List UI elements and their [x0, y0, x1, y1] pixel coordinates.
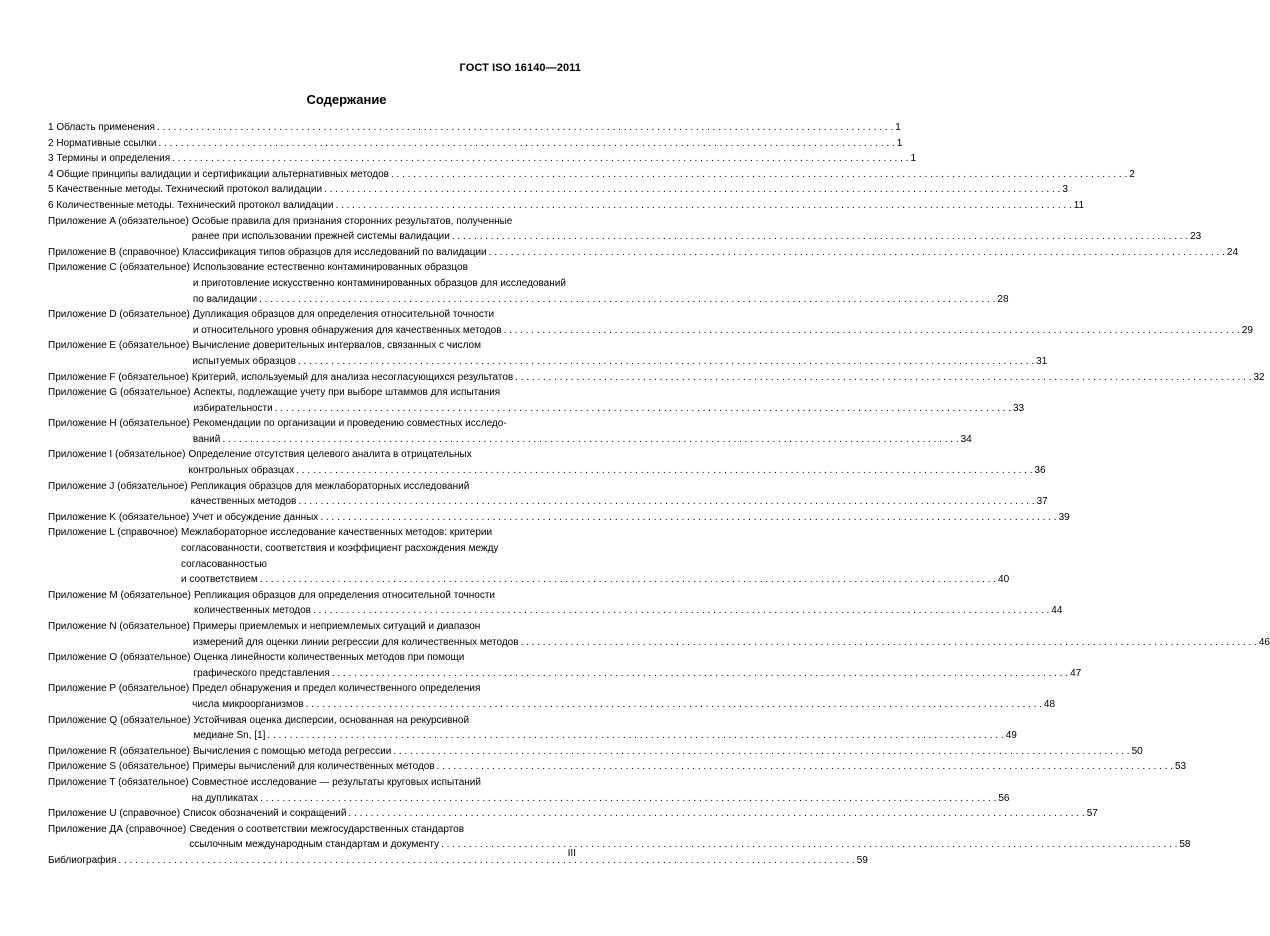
toc-entry-section[interactable]: [48, 167, 1135, 183]
annex-page: 47: [1070, 667, 1082, 679]
annex-text: и соответствием: [181, 574, 258, 586]
annex-text: Классификация типов образцов для исследований по валидации: [182, 246, 487, 258]
section-page: 1: [896, 137, 903, 149]
annex-prefix: Приложение S (обязательное): [48, 761, 190, 773]
toc-entry-section[interactable]: [48, 198, 1085, 214]
toc-entry-section[interactable]: [48, 151, 917, 167]
toc-entry-annex[interactable]: [48, 307, 1253, 338]
annex-text-line: Вычисление доверительных интервалов, связанных с числом: [192, 340, 481, 352]
dot-leader: [515, 370, 1251, 386]
toc-entry-section[interactable]: [48, 120, 901, 136]
annex-prefix: Приложение B (справочное): [48, 246, 180, 258]
dot-leader: [320, 510, 1056, 526]
dot-leader: [393, 744, 1129, 760]
annex-page: 40: [998, 574, 1010, 586]
annex-prefix: Приложение P (обязательное): [48, 683, 190, 695]
dot-leader: [158, 136, 894, 152]
toc-entry-annex[interactable]: [48, 416, 972, 447]
annex-prefix: Приложение U (справочное): [48, 808, 181, 820]
annex-page: 44: [1051, 605, 1063, 617]
toc-entry-annex[interactable]: [48, 822, 1191, 853]
annex-text: ссылочным международным стандартам и документу: [189, 839, 440, 851]
dot-leader: [452, 229, 1188, 245]
annex-prefix: Приложение N (обязательное): [48, 621, 190, 632]
dot-leader: [489, 245, 1225, 261]
annex-text: количественных методов: [194, 605, 311, 617]
annex-prefix: Приложение Q (обязательное): [48, 714, 191, 726]
annex-text: числа микроорганизмов: [192, 698, 304, 710]
annex-prefix: Приложение D (обязательное): [48, 309, 190, 321]
annex-page: 57: [1086, 808, 1098, 820]
dot-leader: [172, 151, 908, 167]
annex-page: 31: [1036, 355, 1048, 367]
dot-leader: [298, 354, 1034, 370]
annex-text-line: Определение отсутствия целевого аналита в отрицательных: [188, 449, 472, 461]
dot-leader: [348, 806, 1084, 822]
annex-text-line: Оценка линейности количественных методов при помощи: [193, 652, 465, 664]
annex-page: 23: [1190, 231, 1202, 243]
section-page: 2: [1129, 168, 1135, 180]
annex-text: по валидации: [192, 293, 258, 305]
dot-leader: [332, 666, 1068, 682]
dot-leader: [157, 120, 893, 136]
section-text: 5 Качественные методы. Технический протокол валидации: [48, 184, 323, 196]
annex-page: 46: [1258, 636, 1270, 648]
section-text: 1 Область применения: [48, 122, 155, 133]
annex-text: измерений для оценки линии регрессии для количественных методов: [192, 636, 519, 648]
annex-text: ранее при использовании прежней системы валидации: [191, 231, 450, 243]
annex-prefix: Приложение O (обязательное): [48, 652, 191, 664]
toc-entry-annex[interactable]: [48, 681, 1056, 712]
dot-leader: [296, 463, 1032, 479]
toc-entry-annex[interactable]: [48, 385, 1025, 416]
annex-prefix: Приложение K (обязательное): [48, 511, 190, 523]
page-number: III: [567, 848, 576, 859]
annex-text: на дупликатах: [191, 792, 259, 804]
annex-page: 28: [997, 293, 1009, 305]
section-page: 1: [895, 122, 901, 133]
dot-leader: [441, 837, 1177, 853]
bibliography-page: 59: [856, 854, 868, 866]
annex-text-line: и приготовление искусственно контаминированных образцов для исследований: [192, 277, 566, 289]
annex-prefix: Приложение I (обязательное): [48, 449, 186, 461]
annex-page: 32: [1253, 371, 1265, 383]
section-page: 3: [1062, 184, 1068, 196]
table-of-contents: [48, 120, 1270, 869]
toc-entry-annex[interactable]: [48, 775, 1010, 806]
annex-text: Список обозначений и сокращений: [183, 808, 347, 820]
annex-text-line: Совместное исследование — результаты круговых испытаний: [191, 776, 481, 788]
annex-text-line: Сведения о соответствии межгосударственных стандартов: [189, 823, 465, 835]
toc-entry-annex[interactable]: [48, 479, 1048, 510]
dot-leader: [324, 182, 1060, 198]
dot-leader: [504, 323, 1240, 339]
dot-leader: [521, 635, 1257, 651]
dot-leader: [306, 697, 1042, 713]
toc-entry-bibliography[interactable]: [48, 853, 868, 869]
annex-prefix: Приложение H (обязательное): [48, 418, 190, 430]
annex-text: избирательности: [193, 402, 273, 414]
toc-entry-annex[interactable]: [48, 260, 1009, 307]
annex-text-line: Репликация образцов для определения относительной точности: [194, 589, 496, 601]
section-text: 3 Термины и определения: [48, 153, 171, 165]
toc-entry-annex[interactable]: [48, 245, 1239, 261]
toc-entry-annex[interactable]: [48, 510, 1070, 526]
annex-text-line: Устойчивая оценка дисперсии, основанная на рекурсивной: [193, 714, 470, 726]
section-text: 4 Общие принципы валидации и сертификации альтернативных методов: [48, 168, 389, 180]
annex-page: 56: [998, 792, 1010, 804]
dot-leader: [298, 494, 1034, 510]
annex-prefix: Приложение R (обязательное): [48, 745, 190, 757]
toc-entry-annex[interactable]: [48, 214, 1202, 245]
dot-leader: [222, 432, 958, 448]
toc-entry-annex[interactable]: [48, 713, 1017, 744]
toc-entry-annex[interactable]: [48, 525, 1010, 587]
dot-leader: [267, 728, 1003, 744]
toc-entry-section[interactable]: [48, 136, 903, 152]
annex-page: 34: [960, 433, 972, 445]
annex-text-line: Предел обнаружения и предел количественного определения: [192, 683, 481, 695]
annex-page: 39: [1058, 511, 1070, 523]
annex-prefix: Приложение G (обязательное): [48, 387, 191, 399]
toc-entry-section[interactable]: [48, 182, 1068, 198]
annex-prefix: Приложение ДА (справочное): [48, 823, 187, 835]
annex-text-line: Примеры приемлемых и неприемлемых ситуаций и диапазон: [192, 621, 481, 632]
dot-leader: [118, 853, 854, 869]
document-code: ГОСТ ISO 16140—2011: [459, 62, 581, 74]
annex-text: Учет и обсуждение данных: [192, 511, 319, 523]
annex-text: Вычисления с помощью метода регрессии: [192, 745, 392, 757]
annex-prefix: Приложение F (обязательное): [48, 371, 189, 383]
annex-text: Примеры вычислений для количественных методов: [192, 761, 435, 773]
annex-text-line: Использование естественно контаминированных образцов: [192, 262, 468, 274]
toc-entry-annex[interactable]: [48, 744, 1143, 760]
annex-prefix: Приложение A (обязательное): [48, 215, 189, 227]
toc-entry-annex[interactable]: [48, 588, 1063, 619]
annex-prefix: Приложение M (обязательное): [48, 589, 191, 601]
annex-text-line: Дупликация образцов для определения относительной точности: [192, 309, 495, 321]
annex-text-line: Межлабораторное исследование качественных методов: критерии: [181, 527, 493, 539]
annex-text-line: Аспекты, подлежащие учету при выборе штаммов для испытания: [193, 387, 501, 399]
toc-entry-annex[interactable]: [48, 759, 1187, 775]
annex-prefix: Приложение C (обязательное): [48, 262, 190, 274]
toc-title: Содержание: [306, 92, 387, 107]
annex-page: 50: [1131, 745, 1143, 757]
annex-text: графического представления: [193, 667, 330, 679]
bibliography-text: Библиография: [48, 854, 117, 866]
annex-text: и относительного уровня обнаружения для качественных методов: [192, 324, 502, 336]
dot-leader: [391, 167, 1127, 183]
annex-page: 37: [1036, 496, 1048, 508]
annex-page: 29: [1241, 324, 1253, 336]
section-text: 2 Нормативные ссылки: [48, 137, 157, 149]
dot-leader: [335, 198, 1071, 214]
annex-prefix: Приложение L (справочное): [48, 527, 178, 539]
annex-prefix: Приложение T (обязательное): [48, 776, 189, 788]
dot-leader: [313, 603, 1049, 619]
annex-text-line: согласованности, соответствия и коэффициент расхождения между согласованностью: [181, 543, 499, 570]
dot-leader: [260, 791, 996, 807]
annex-page: 36: [1034, 465, 1046, 477]
toc-entry-annex[interactable]: [48, 338, 1048, 369]
annex-text-line: Рекомендации по организации и проведению совместных исследо-: [192, 418, 507, 430]
annex-prefix: Приложение E (обязательное): [48, 340, 190, 352]
annex-text-line: Особые правила для признания сторонних результатов, полученные: [191, 215, 513, 227]
annex-text: ваний: [192, 433, 221, 445]
toc-entry-annex[interactable]: [48, 650, 1082, 681]
annex-text-line: Репликация образцов для межлабораторных исследований: [190, 480, 470, 492]
section-page: 1: [910, 153, 917, 165]
dot-leader: [437, 759, 1173, 775]
toc-entry-annex[interactable]: [48, 806, 1098, 822]
annex-page: 58: [1179, 839, 1191, 851]
annex-page: 48: [1043, 698, 1056, 710]
toc-entry-annex[interactable]: [48, 370, 1265, 386]
annex-text: Критерий, используемый для анализа несогласующихся результатов: [191, 371, 514, 383]
annex-prefix: Приложение J (обязательное): [48, 480, 188, 492]
dot-leader: [275, 401, 1011, 417]
annex-text: контрольных образцах: [188, 465, 295, 477]
section-text: 6 Количественные методы. Технический протокол валидации: [48, 199, 334, 211]
section-page: 11: [1073, 199, 1085, 211]
dot-leader: [260, 572, 996, 588]
annex-text: медиане Sn, [1]: [193, 730, 266, 742]
annex-text: испытуемых образцов: [192, 355, 296, 367]
toc-entry-annex[interactable]: [48, 447, 1046, 478]
toc-entry-annex[interactable]: [48, 619, 1270, 650]
annex-page: 53: [1174, 761, 1187, 773]
annex-page: 24: [1226, 246, 1239, 258]
annex-page: 33: [1013, 402, 1025, 414]
dot-leader: [259, 292, 995, 308]
annex-page: 49: [1005, 730, 1017, 742]
annex-text: качественных методов: [190, 496, 297, 508]
